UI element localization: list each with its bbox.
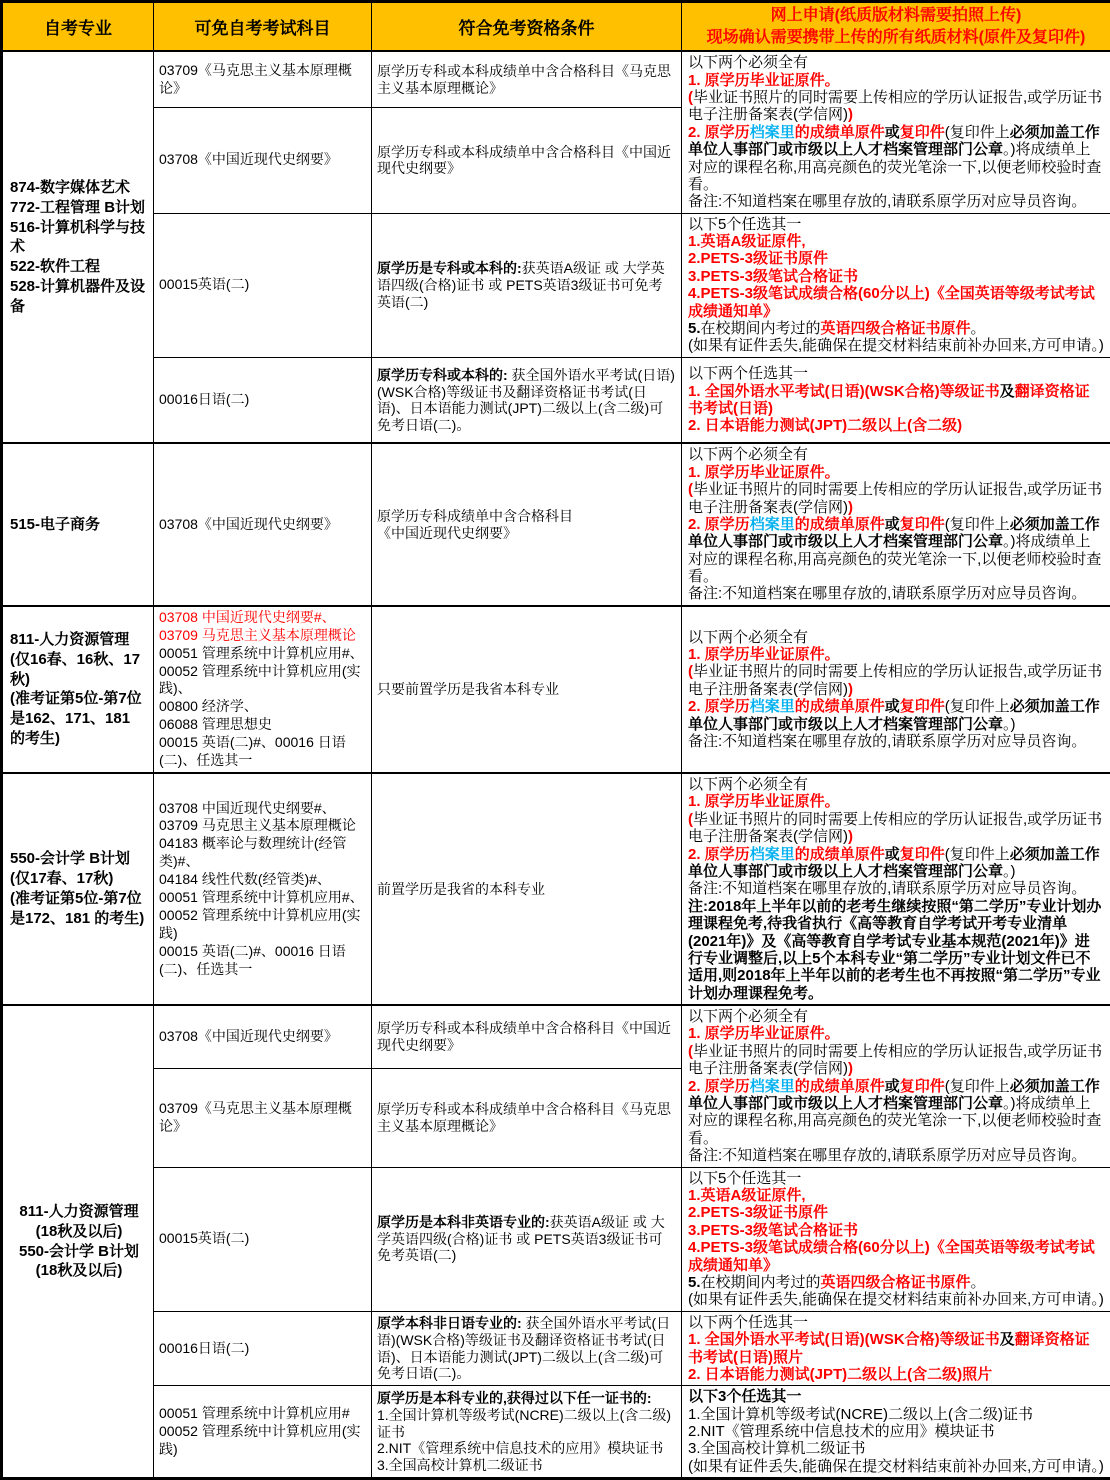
section5-row4 xyxy=(2,1311,1110,1386)
s4-major-text: 550-会计学 B计划 (仅17春、17秋) (准考证第5位-第7位是172、181 的考生) xyxy=(10,849,148,928)
s1r3-materials-text: 以下5个任选其一 1.英语A级证原件, 2.PETS-3级证书原件 3.PETS-3级笔试合格证书 4.PETS-3级笔试成绩合格(60分以上)《全国英语等级考试考试成绩通知单》 5.在校期间内考过的英语四级合格证书原件。 (如果有证件丢失,能确保在提交材料结束前补办回来,方可申请。) xyxy=(688,216,1104,355)
cell-s5r3-subject xyxy=(154,1167,372,1311)
section3-row xyxy=(2,606,1110,773)
cell-s1r3-subject xyxy=(154,213,372,357)
s2-materials-text: 以下两个必须全有 1. 原学历毕业证原件。 (毕业证书照片的同时需要上传相应的学历认证报告,或学历证书电子注册备案表(学信网)) 2. 原学历档案里的成绩单原件或复印件(复印件上必须加盖工作单位人事部门或市级以上人才档案管理部门公章。)将成绩单上对应的课程名称,用高亮颜色的荧光笔涂一下,以便老师校验时查看。 备注:不知道档案在哪里存放的,请联系原学历对应导员咨询。 xyxy=(688,446,1104,603)
cell-s5r4-materials-japanese xyxy=(682,1311,1110,1386)
cell-s5r4-subject xyxy=(154,1311,372,1386)
s1r2-condition-text: 原学历专科或本科成绩单中含合格科目《中国近现代史纲要》 xyxy=(377,144,676,177)
cell-s1r4-condition xyxy=(372,357,682,443)
cell-s4-condition xyxy=(372,773,682,1005)
s5r1-condition-text: 原学历专科或本科成绩单中含合格科目《中国近现代史纲要》 xyxy=(377,1020,676,1053)
s1r1-subject-text: 03709《马克思主义基本原理概论》 xyxy=(159,62,366,98)
header-materials-line2: 现场确认需要携带上传的所有纸质材料(原件及复印件) xyxy=(684,27,1108,49)
cell-s1r1-condition xyxy=(372,51,682,107)
s2-subject-text: 03708《中国近现代史纲要》 xyxy=(159,516,366,534)
s5r3-condition-text: 原学历是本科非英语专业的:获英语A级证 或 大学英语四级(合格)证书 或 PETS英语3级证书可免考英语(二) xyxy=(377,1214,676,1264)
section4-row xyxy=(2,773,1110,1005)
s1r4-subject-text: 00016日语(二) xyxy=(159,391,366,409)
cell-s2-condition xyxy=(372,443,682,606)
s4-materials-text: 以下两个必须全有 1. 原学历毕业证原件。 (毕业证书照片的同时需要上传相应的学历认证报告,或学历证书电子注册备案表(学信网)) 2. 原学历档案里的成绩单原件或复印件(复印件上必须加盖工作单位人事部门或市级以上人才档案管理部门公章。) 备注:不知道档案在哪里存放的,请联系原学历对应导员咨询。 注:2018年上半年以前的老考生继续按照“第二学历”专业计划办理课程免考,待我省执行《高等教育自学考试开考专业清单(2021年)》及《高等教育自学考试专业基本规范(2021年)》进行专业调整后,以上5个本科专业“第二学历”专业计划文件已不适用,则2018年上半年以前的老考生也不再按照“第二学历”专业计划办理课程免考。 xyxy=(688,776,1104,1002)
s3-subjects-text: 03708 中国近现代史纲要#、 03709 马克思主义基本原理概论 00051 管理系统中计算机应用#、 00052 管理系统中计算机应用(实践)、 00800 经济学、 06088 管理思想史 00015 英语(二)#、00016 日语(二)、任选其一 xyxy=(159,609,366,770)
section5-row1 xyxy=(2,1005,1110,1068)
header-subjects: 可免自考考试科目 xyxy=(154,2,372,52)
header-row xyxy=(2,2,1110,52)
cell-s5r4-condition xyxy=(372,1311,682,1386)
cell-s1r2-subject xyxy=(154,108,372,214)
s5r2-subject-text: 03709《马克思主义基本原理概论》 xyxy=(159,1100,366,1136)
s5r2-condition-text: 原学历专科或本科成绩单中含合格科目《马克思主义基本原理概论》 xyxy=(377,1101,676,1134)
cell-s1-major xyxy=(2,51,154,443)
s5-major-text: 811-人力资源管理 (18秋及以后) 550-会计学 B计划 (18秋及以后) xyxy=(10,1202,148,1281)
s3-major-text: 811-人力资源管理 (仅16春、16秋、17秋) (准考证第5位-第7位是162、171、181 的考生) xyxy=(10,630,148,749)
s1r3-condition-text: 原学历是专科或本科的:获英语A级证 或 大学英语四级(合格)证书 或 PETS英语3级证书可免考英语(二) xyxy=(377,260,676,310)
section1-row4 xyxy=(2,357,1110,443)
cell-s1r3-condition xyxy=(372,213,682,357)
s5r5-subject-text: 00051 管理系统中计算机应用# 00052 管理系统中计算机应用(实践) xyxy=(159,1405,366,1459)
s4-subjects-text: 03708 中国近现代史纲要#、 03709 马克思主义基本原理概论 04183 概率论与数理统计(经管类)#、 04184 线性代数(经管类)#、 00051 管理系统中计算机应用#、 00052 管理系统中计算机应用(实践) 00015 英语(二)#、00016 日语(二)、任选其一 xyxy=(159,800,366,979)
s2-major-text: 515-电子商务 xyxy=(10,515,148,535)
header-materials xyxy=(682,2,1110,52)
s1r3-subject-text: 00015英语(二) xyxy=(159,276,366,294)
header-major: 自考专业 xyxy=(2,2,154,52)
s1r4-materials-text: 以下两个任选其一 1. 全国外语水平考试(日语)(WSK合格)等级证书及翻译资格证书考试(日语) 2. 日本语能力测试(JPT)二级以上(含二级) xyxy=(688,365,1104,435)
section1-row1 xyxy=(2,51,1110,107)
cell-s4-materials xyxy=(682,773,1110,1005)
section1-row3 xyxy=(2,213,1110,357)
cell-s5r2-condition xyxy=(372,1068,682,1167)
cell-s5r2-subject xyxy=(154,1068,372,1167)
cell-s1r2-condition xyxy=(372,108,682,214)
cell-s1r4-subject xyxy=(154,357,372,443)
header-materials-line1: 网上申请(纸质版材料需要拍照上传) xyxy=(684,5,1108,27)
s5r5-condition-text: 原学历是本科专业的,获得过以下任一证书的: 1.全国计算机等级考试(NCRE)二级以上(含二级)证书 2.NIT《管理系统中信息技术的应用》模块证书 3.全国高校计算机二级证书 xyxy=(377,1390,676,1473)
cell-s3-subjects xyxy=(154,606,372,773)
cell-s2-major xyxy=(2,443,154,606)
s3-materials-text: 以下两个必须全有 1. 原学历毕业证原件。 (毕业证书照片的同时需要上传相应的学历认证报告,或学历证书电子注册备案表(学信网)) 2. 原学历档案里的成绩单原件或复印件(复印件上必须加盖工作单位人事部门或市级以上人才档案管理部门公章。) 备注:不知道档案在哪里存放的,请联系原学历对应导员咨询。 xyxy=(688,629,1104,751)
cell-s5r1-subject xyxy=(154,1005,372,1068)
section5-row3 xyxy=(2,1167,1110,1311)
cell-s5r5-subject xyxy=(154,1386,372,1479)
header-conditions: 符合免考资格条件 xyxy=(372,2,682,52)
s5r4-subject-text: 00016日语(二) xyxy=(159,1340,366,1358)
cell-s1r1-subject xyxy=(154,51,372,107)
cell-s5r5-condition xyxy=(372,1386,682,1479)
cell-s3-condition xyxy=(372,606,682,773)
s5r4-condition-text: 原学本科非日语专业的: 获全国外语水平考试(日语)(WSK合格)等级证书及翻译资格证书考试(日语)、日本语能力测试(JPT)二级以上(含二级)可免考日语(二)。 xyxy=(377,1315,676,1381)
cell-s5r5-materials-computer xyxy=(682,1386,1110,1479)
cell-s1r3-materials-english xyxy=(682,213,1110,357)
cell-s1-materials-must2 xyxy=(682,51,1110,213)
section2-row xyxy=(2,443,1110,606)
s5r1-subject-text: 03708《中国近现代史纲要》 xyxy=(159,1028,366,1046)
s5r5-materials-text: 以下3个任选其一 1.全国计算机等级考试(NCRE)二级以上(含二级)证书 2.NIT《管理系统中信息技术的应用》模块证书 3.全国高校计算机二级证书 (如果有证件丢失,能确保在提交材料结束前补办回来,方可申请。) xyxy=(688,1388,1104,1475)
cell-s3-major xyxy=(2,606,154,773)
s1-materials-must2-text: 以下两个必须全有 1. 原学历毕业证原件。 (毕业证书照片的同时需要上传相应的学历认证报告,或学历证书电子注册备案表(学信网)) 2. 原学历档案里的成绩单原件或复印件(复印件上必须加盖工作单位人事部门或市级以上人才档案管理部门公章。)将成绩单上对应的课程名称,用高亮颜色的荧光笔涂一下,以便老师校验时查看。 备注:不知道档案在哪里存放的,请联系原学历对应导员咨询。 xyxy=(688,54,1104,211)
s5-materials-must2-text: 以下两个必须全有 1. 原学历毕业证原件。 (毕业证书照片的同时需要上传相应的学历认证报告,或学历证书电子注册备案表(学信网)) 2. 原学历档案里的成绩单原件或复印件(复印件上必须加盖工作单位人事部门或市级以上人才档案管理部门公章。)将成绩单上对应的课程名称,用高亮颜色的荧光笔涂一下,以便老师校验时查看。 备注:不知道档案在哪里存放的,请联系原学历对应导员咨询。 xyxy=(688,1008,1104,1165)
cell-s2-subject xyxy=(154,443,372,606)
s5r3-materials-text: 以下5个任选其一 1.英语A级证原件, 2.PETS-3级证书原件 3.PETS-3级笔试合格证书 4.PETS-3级笔试成绩合格(60分以上)《全国英语等级考试考试成绩通知单》 5.在校期间内考过的英语四级合格证书原件。 (如果有证件丢失,能确保在提交材料结束前补办回来,方可申请。) xyxy=(688,1170,1104,1309)
cell-s5r1-condition xyxy=(372,1005,682,1068)
s1r1-condition-text: 原学历专科或本科成绩单中含合格科目《马克思主义基本原理概论》 xyxy=(377,63,676,96)
cell-s5-materials-must2 xyxy=(682,1005,1110,1167)
s2-condition-text: 原学历专科成绩单中含合格科目 《中国近现代史纲要》 xyxy=(377,508,676,541)
s1r4-condition-text: 原学历专科或本科的: 获全国外语水平考试(日语)(WSK合格)等级证书及翻译资格证书考试(日语)、日本语能力测试(JPT)二级以上(含二级)可免考日语(二)。 xyxy=(377,367,676,433)
s4-condition-text: 前置学历是我省的本科专业 xyxy=(377,881,676,898)
cell-s5-major xyxy=(2,1005,154,1479)
s5r3-subject-text: 00015英语(二) xyxy=(159,1230,366,1248)
s1r2-subject-text: 03708《中国近现代史纲要》 xyxy=(159,151,366,169)
cell-s3-materials xyxy=(682,606,1110,773)
cell-s4-subjects xyxy=(154,773,372,1005)
s5r4-materials-text: 以下两个任选其一 1. 全国外语水平考试(日语)(WSK合格)等级证书及翻译资格证书考试(日语)照片 2. 日本语能力测试(JPT)二级以上(含二级)照片 xyxy=(688,1314,1104,1384)
section5-row5 xyxy=(2,1386,1110,1479)
cell-s4-major xyxy=(2,773,154,1005)
cell-s5r3-condition xyxy=(372,1167,682,1311)
s3-condition-text: 只要前置学历是我省本科专业 xyxy=(377,681,676,698)
cell-s5r3-materials-english xyxy=(682,1167,1110,1311)
cell-s1r4-materials-japanese xyxy=(682,357,1110,443)
cell-s2-materials xyxy=(682,443,1110,606)
s1-major-text: 874-数字媒体艺术 772-工程管理 B计划 516-计算机科学与技术 522-软件工程 528-计算机器件及设备 xyxy=(10,178,148,317)
